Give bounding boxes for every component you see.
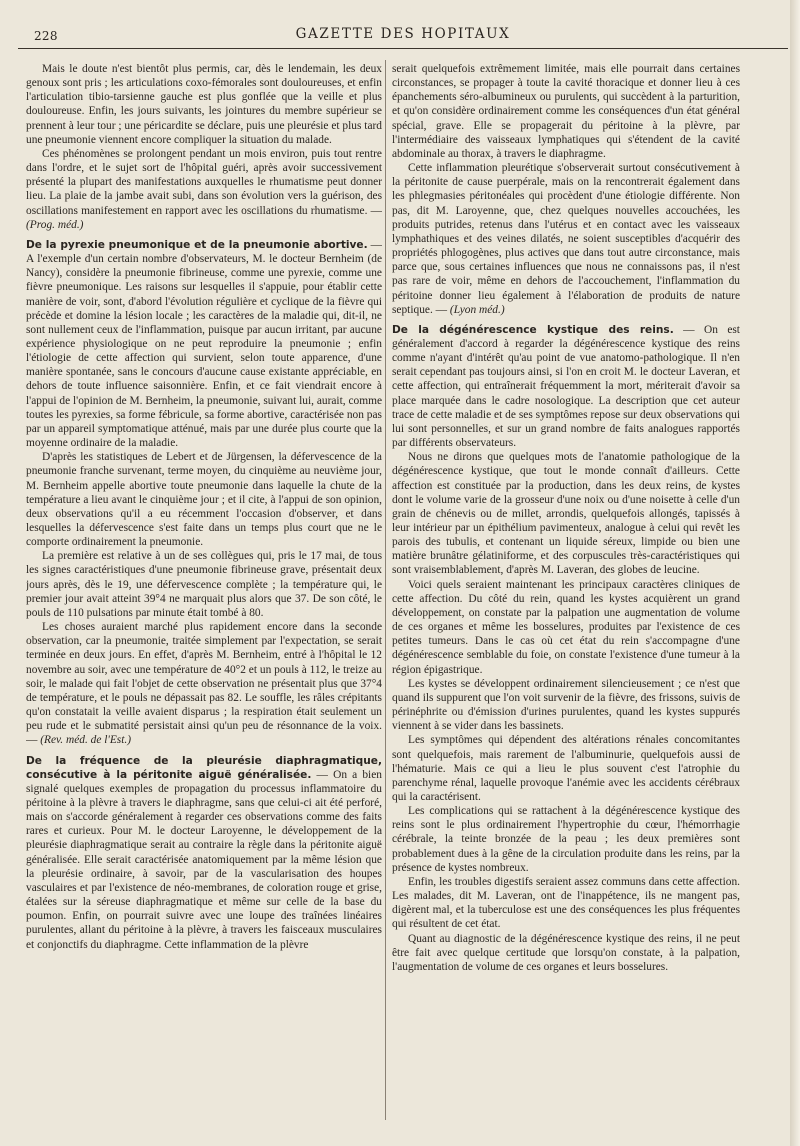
paragraph: Les kystes se développent ordinairement silencieusement ; ce n'est que quand ils suppurent que l'on voit survenir de la fièvre, des frissons, suivis de périnéphrite ou d'émission d'urines purulentes, quand les kystes suppurés viennent à se vider dans les bassinets.	[392, 677, 740, 733]
running-title: GAZETTE DES HOPITAUX	[295, 26, 511, 42]
page-edge	[790, 0, 800, 1146]
paragraph: Les choses auraient marché plus rapidement encore dans la seconde observation, car la pneumonie, traitée simplement par l'expectation, se serait terminée en deux jours. En effet, d'après M. Bernheim, entré à l'hôpital le 12 novembre au soir, avec une température de 40°2 et un pouls à 112, le treize au soir, le malade qui fait l'objet de cette observation ne présentait plus que 37°4 de température, et le pouls ne dépassait pas 82. Le souffle, les râles crépitants qu'on constatait la veille avaient disparus ; la respiration était seulement un peu rude et le submatité persistait ainsi qu'un peu de résonnance de la voix. — (Rev. méd. de l'Est.)	[26, 621, 382, 747]
section-title: De la pyrexie pneumonique et de la pneumonie abortive.	[26, 238, 368, 251]
paragraph: Quant au diagnostic de la dégénérescence kystique des reins, il ne peut être fait avec quelque certitude que lorsqu'on constate, à la palpation, l'augmentation de volume de ces organes et leurs bosselures.	[392, 932, 740, 973]
paragraph: Nous ne dirons que quelques mots de l'anatomie pathologique de la dégénérescence kystique, que tout le monde connaît d'ailleurs. Cette affection est constituée par la production, dans les deux reins, de kystes dont le volume varie de la grosseur d'une noix ou d'une noisette à celle d'un grain de chénevis ou de millet, arrondis, quelquefois allongés, tapissés à leur intérieur par un épithélium pavimenteux, analogue à celui qui revêt les parois des tubulis, et contenant un liquide séreux, limpide ou bien une matière brunâtre gélatiniforme, et des corpuscules très-caractéristiques qui sont vraisemblablement, d'après M. Laveran, des globes de leucine.	[392, 451, 740, 577]
column-divider	[385, 60, 386, 1120]
paragraph: Les complications qui se rattachent à la dégénérescence kystique des reins sont le plus ordinairement l'hypertrophie du cœur, l'hémorrhagie cérébrale, la teinte bronzée de la peau ; les deux premières sont probablement dues à la gêne de la circulation produite dans les reins, par la présence de kystes nombreux.	[392, 805, 740, 874]
source-citation: (Rev. méd. de l'Est.)	[40, 734, 132, 747]
paragraph: Enfin, les troubles digestifs seraient assez communs dans cette affection. Les malades, dit M. Laveran, ont de l'inappétence, ils ne mangent pas, digèrent mal, et la tuberculose est une des conséquences les plus fréquentes qui résultent de cet état.	[392, 875, 740, 931]
paragraph: D'après les statistiques de Lebert et de Jürgensen, la défervescence de la pneumonie franche survenant, terme moyen, du cinquième au neuvième jour, M. Bernheim appelle abortive toute pneumonie dans laquelle la chute de la température a lieu avant le cinquième jour ; et il cite, à l'appui de son opinion, deux observations qu'il a eu récemment l'occasion d'observer, et dans lesquelles la défervescence s'est faite dans un temps plus court que ne le comporte ordinairement la pneumonie.	[26, 451, 382, 549]
article-section	[392, 323, 740, 450]
article-section	[26, 238, 382, 450]
paragraph: Les symptômes qui dépendent des altérations rénales concomitantes sont quelquefois, mais rarement de l'albuminurie, quelquefois aussi de l'hématurie. Mais ce qui a lieu le plus souvent c'est l'atrophie du parenchyme rénal, laquelle provoque l'anémie avec les accidents cérébraux qui la caractérisent.	[392, 734, 740, 803]
source-citation: (Lyon méd.)	[449, 303, 505, 316]
right-column	[392, 62, 740, 1126]
paragraph: La première est relative à un de ses collègues qui, pris le 17 mai, de tous les signes caractéristiques d'une pneumonie fibrineuse grave, présentait deux jours après, dès le 19, une défervescence complète ; la température qui, le premier jour avait atteint 39°4 ne marquait plus alors que 37. De son côté, le pouls de 110 pulsations par minute était tombé à 80.	[26, 550, 382, 619]
paragraph: Ces phénomènes se prolongent pendant un mois environ, puis tout rentre dans l'ordre, et le sujet sort de l'hôpital guéri, après avoir successivement présenté la plupart des manifestations auxquelles le rhumatisme peut donner lieu. La plaie de la jambe avait subi, dans son évolution vers la guérison, des oscillations manifestement en rapport avec les oscillations du rhumatisme. — (Prog. méd.)	[26, 147, 382, 231]
paragraph: Cette inflammation pleurétique s'observerait surtout consécutivement à la péritonite de cause puerpérale, mais on la rencontrerait également dans les phlegmasies péritonéales qui procèdent d'une étiologie différente. Non pas, dit M. Laroyenne, que, chez quelques nouvelles accouchées, les produits putrides, retenus dans l'utérus et en contact avec les vaisseaux lymphathiques et des veines dilatés, ne soient susceptibles d'acquérir des propriétés phlogogènes, plus actives que dans tout autre circonstance, mais parce que, sous certaines influences que nous ne connaissons pas, il n'est pas rare de voir, même en dehors de l'accouchement, l'inflammation du péritoine donner lieu également à l'élaboration de produits de nature septique. — (Lyon méd.)	[392, 162, 740, 316]
paragraph: serait quelquefois extrêmement limitée, mais elle pourrait dans certaines circonstances, se propager à toute la cavité thoracique et donner lieu à ces épanchements séro-albumineux ou purulents, qui succèdent à la parturition, et qu'on considère ordinairement comme les conséquences d'un état général spécial, grave. Elle se propagerait du péritoine à la plèvre, par l'intermédiaire des vaisseaux lymphatiques qui s'étendent de la cavité abdominale au thorax, à travers le diaphragme.	[392, 63, 740, 160]
article-section	[26, 754, 382, 952]
source-citation: (Prog. méd.)	[26, 218, 84, 231]
section-text: — On est généralement d'accord à regarder la dégénérescence kystique des reins comme n'ayant d'intérêt qu'au point de vue anatomo-pathologique. Il n'en serait cependant pas toujours ainsi, si l'on en croit M. le docteur Laveran, et cette affection, qui entraînerait fréquemment la mort, mériterait d'avoir sa place marquée dans le cadre nosologique. La description que cet auteur trace de cette maladie et de ses symptômes repose sur deux observations qui lui sont personnelles, et sur un grand nombre de faits analogues rapportés par différents observateurs.	[392, 323, 740, 450]
section-text: — A l'exemple d'un certain nombre d'observateurs, M. le docteur Bernheim (de Nancy), considère la pneumonie fibrineuse, comme une pyrexie, comme une fièvre pneumonique. Les raisons sur lesquelles il s'appuie, pour établir cette manière de voir, sont, d'abord l'évolution régulière et cyclique de la fièvre qui précède et domine la lésion locale ; les caractères de la maladie qui, dit-il, ne sont nullement ceux de l'inflammation, puisque par aucun irritant, par aucune expérience physiologique on ne peut reproduire la pneumonie ; enfin l'étiologie de cette affection qui survient, selon toute apparence, d'une manière spontanée, sans le concours d'aucune cause existante appréciable, en dehors de toute influence saisonnière. Enfin, et ce fait viendrait encore à l'appui de l'opinion de M. Bernheim, la pneumonie, suivant lui, aurait, comme toutes les pyrexies, sa forme fébricule, sa forme abortive, caractérisée non pas par un appareil symptomatique atténué, mais par une durée plus courte que la moyenne ordinaire de la maladie.	[26, 238, 382, 450]
page-number: 228	[34, 29, 58, 43]
left-column	[26, 62, 382, 1126]
section-title: De la fréquence de la pleurésie diaphragmatique, consécutive à la péritonite aiguë généralisée.	[26, 754, 382, 781]
page-header	[18, 24, 788, 49]
paragraph: Mais le doute n'est bientôt plus permis, car, dès le lendemain, les deux genoux sont pris ; les articulations coxo-fémorales sont douloureuses, et enfin l'articulation tibio-tarsienne gauche est plus gonflée que la veille et plus douloureuse. Enfin, les jours suivants, les jointures du membre supérieur se prennent à leur tour ; une péricardite se déclare, puis une pleurésie et plus tard une pneumonie viennent encore compliquer la situation du malade.	[26, 63, 382, 146]
paragraph: Voici quels seraient maintenant les principaux caractères cliniques de cette affection. Du côté du rein, quand les kystes acquièrent un grand développement, on constate par la palpation une augmentation de volume de ces organes et même les bosselures, produites par l'existence de ces petites tumeurs. Dans le cas où cet état du rein s'accompagne d'une dégénérescence semblable du foie, on constate l'existence d'une tumeur à la région épigastrique.	[392, 578, 740, 676]
section-title: De la dégénérescence kystique des reins.	[392, 323, 674, 336]
section-text: — On a bien signalé quelques exemples de propagation du processus inflammatoire du péritoine à la plèvre à travers le diaphragme, sans que celui-ci ait été perforé, mais on s'accorde généralement à regarder ces observations comme des faits rares et curieux. Pour M. le docteur Laroyenne, le développement de la pleurésie diaphragmatique serait au contraire la règle dans la péritonite aiguë généralisée. Elle serait caractérisée anatomiquement par la même lésion que la pleurésie ordinaire, à savoir, par de la vascularisation des houpes vasculaires et par l'existence de néo-membranes, de coloration rouge et grise, étalées sur la séreuse diaphragmatique et même sur celle de la base du poumon. Enfin, on pourrait suivre avec une loupe des traînées linéaires purulentes, allant du péritoine à la plèvre, à travers les faisceaux musculaires et conjonctifs du diaphragme. Cette inflammation de la plèvre	[26, 768, 382, 951]
